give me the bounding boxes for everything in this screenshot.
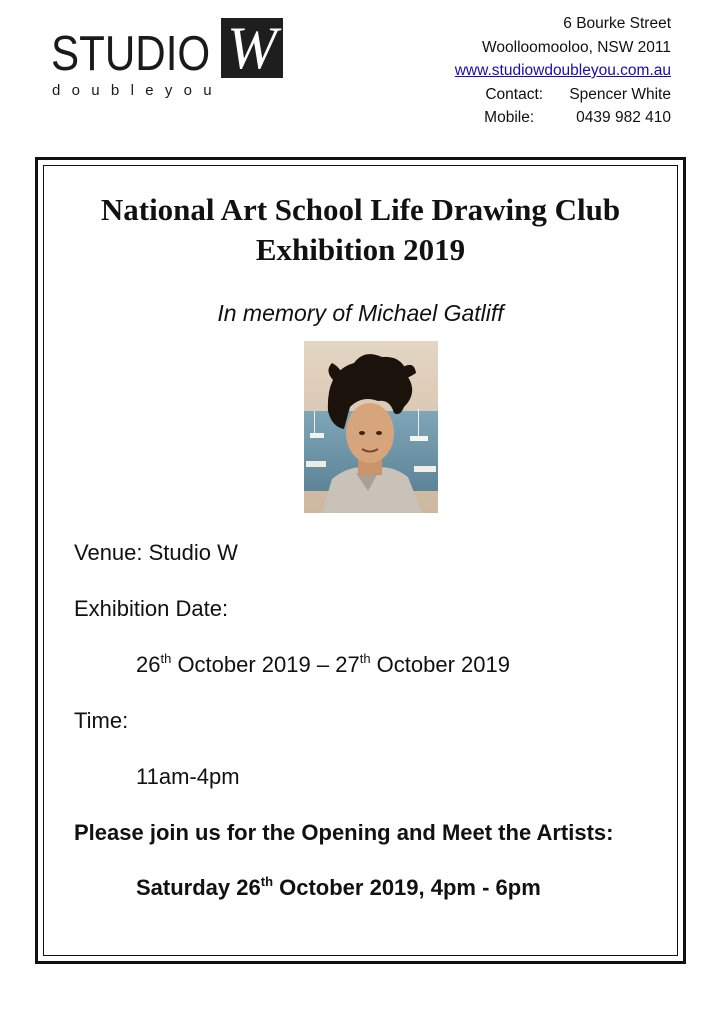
portrait-photo: [304, 341, 438, 513]
contact-line: [455, 83, 671, 107]
mobile-number: 0439 982 410: [576, 109, 671, 126]
logo-w-mark: W: [221, 18, 283, 78]
date-end-rest: October 2019: [370, 652, 510, 677]
website-link[interactable]: www.studiowdoubleyou.com.au: [454, 62, 671, 79]
contact-name: Spencer White: [569, 85, 671, 103]
contact-label: Contact:: [485, 85, 544, 103]
title-line-1: National Art School Life Drawing Club: [100, 192, 621, 227]
date-end-suffix: th: [359, 651, 371, 666]
address-street: 6 Bourke Street: [563, 15, 671, 32]
opening-suffix: th: [260, 874, 274, 889]
date-start-day: 26: [136, 652, 161, 677]
date-start-suffix: th: [160, 651, 172, 666]
memorial-dedication: In memory of Michael Gatliff: [217, 300, 504, 326]
venue-line: Venue: Studio W: [74, 540, 238, 565]
address-suburb: Woolloomooloo, NSW 2011: [482, 38, 671, 56]
studio-w-logo: [46, 16, 286, 102]
opening-datetime: [136, 875, 541, 901]
opening-day: Saturday 26: [136, 875, 261, 900]
date-end-day: 27: [335, 652, 360, 677]
opening-invitation: Please join us for the Opening and Meet the Artists:: [74, 820, 614, 845]
mobile-label: Mobile:: [484, 109, 535, 126]
logo-subtitle: doubleyou: [52, 82, 223, 99]
date-start-rest: October 2019 –: [171, 652, 336, 677]
time-label: Time:: [74, 708, 129, 733]
event-title: [40, 190, 681, 270]
title-line-2: Exhibition 2019: [255, 232, 466, 267]
logo-studio-text: STUDIO: [51, 27, 211, 81]
time-value: 11am-4pm: [136, 764, 240, 789]
exhibition-date-range: [136, 652, 510, 678]
exhibition-date-label: Exhibition Date:: [74, 596, 229, 621]
address-block: [455, 12, 671, 130]
mobile-line: [455, 106, 671, 130]
opening-rest: October 2019, 4pm - 6pm: [273, 875, 541, 900]
